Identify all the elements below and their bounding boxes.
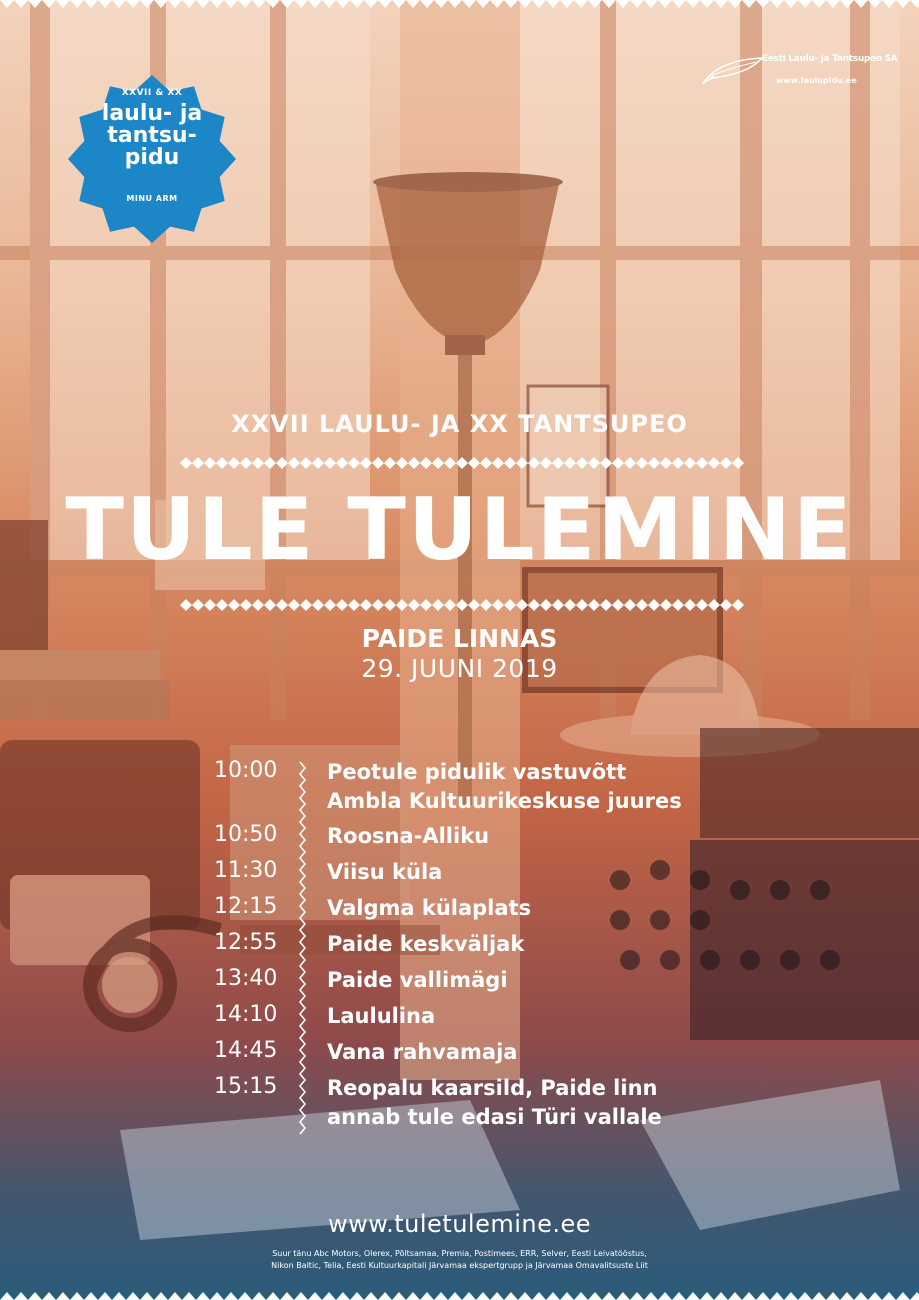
schedule-place: Paide keskväljak <box>327 932 525 956</box>
schedule-place <box>327 758 682 816</box>
event-date: 29. JUUNI 2019 <box>361 654 558 683</box>
badge-line-3: pidu <box>124 145 180 170</box>
schedule-time: 14:45 <box>214 1038 278 1063</box>
event-location: PAIDE LINNAS <box>361 624 558 653</box>
schedule-place: Viisu küla <box>327 860 443 884</box>
schedule-place: Vana rahvamaja <box>327 1040 518 1064</box>
schedule-place: Roosna-Alliku <box>327 824 490 848</box>
badge-bottom-text: MINU ARM <box>126 194 178 203</box>
schedule-time: 13:40 <box>214 966 278 991</box>
event-website-link[interactable]: www.tuletulemine.ee <box>327 1210 592 1238</box>
schedule-time: 12:55 <box>214 930 278 955</box>
schedule-time: 15:15 <box>214 1074 278 1099</box>
schedule-place: Valgma külaplats <box>327 896 532 920</box>
sponsor-thanks <box>180 1248 739 1272</box>
sponsor-thanks-line1: Suur tänu Abc Motors, Olerex, Põltsamaa, Premia, Postimees, ERR, Selver, Eesti Leivatööstus, <box>272 1249 647 1258</box>
organizer-name: Eesti Laulu- ja Tantsupeo SA <box>762 54 898 64</box>
sponsor-thanks-line2: Nikon Baltic, Telia, Eesti Kultuurkapitali Järvamaa ekspertgrupp ja Järvamaa Omavalitsuste Liit <box>271 1261 648 1270</box>
schedule-place: Laululina <box>327 1004 436 1028</box>
event-subtitle: XXVII LAULU- JA XX TANTSUPEO <box>231 410 688 438</box>
schedule-place-line1: Peotule pidulik vastuvõtt <box>327 760 627 784</box>
schedule-time: 14:10 <box>214 1002 278 1027</box>
organizer-website[interactable]: www.laulupidu.ee <box>776 76 857 85</box>
schedule-time: 11:30 <box>214 858 278 883</box>
schedule-time: 10:50 <box>214 822 278 847</box>
schedule-time: 12:15 <box>214 894 278 919</box>
schedule-place-line2: annab tule edasi Türi vallale <box>327 1105 662 1129</box>
schedule-place: Paide vallimägi <box>327 968 508 992</box>
badge-line-1: laulu- ja <box>101 101 203 126</box>
badge-top-text: XXVII & XX <box>121 88 183 98</box>
schedule-place-line2: Ambla Kultuurikeskuse juures <box>327 789 682 813</box>
schedule-place-line1: Reopalu kaarsild, Paide linn <box>327 1076 658 1100</box>
badge-line-2: tantsu- <box>107 123 197 148</box>
schedule-time: 10:00 <box>214 758 278 783</box>
event-title: TULE TULEMINE <box>65 480 854 580</box>
schedule-place <box>327 1074 662 1132</box>
